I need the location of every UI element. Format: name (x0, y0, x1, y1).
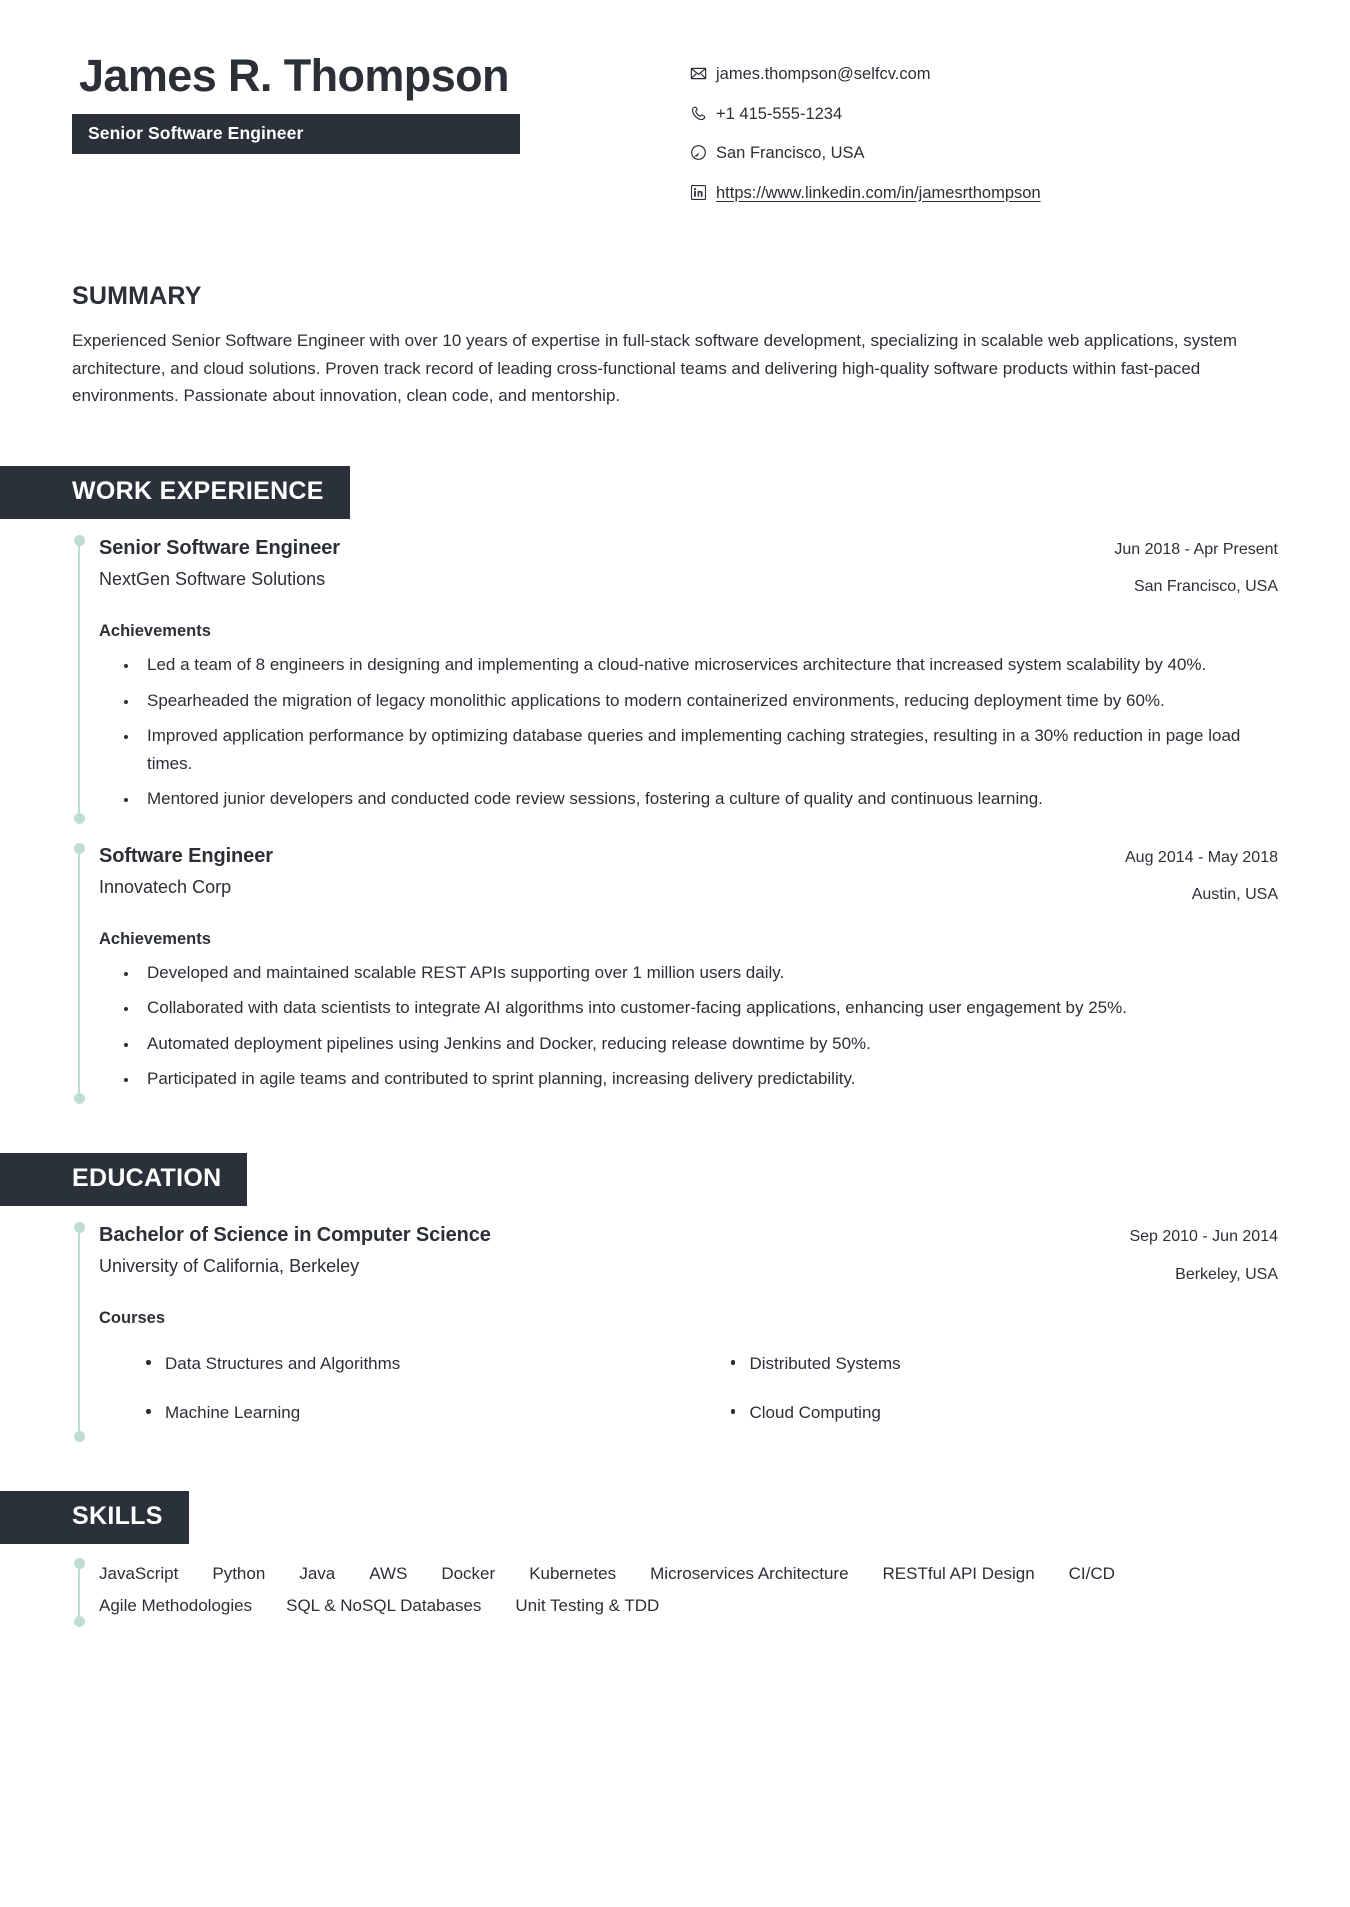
timeline-rail (78, 541, 80, 819)
list-item: Distributed Systems (724, 1340, 1279, 1389)
skill-item: Agile Methodologies (99, 1595, 253, 1615)
skills-entries (0, 1544, 1350, 1633)
skill-item: JavaScript (99, 1563, 179, 1583)
work-entry-date: Jun 2018 - Apr Present (1114, 540, 1278, 558)
list-item: • Developed and maintained scalable REST APIs supporting over 1 million users daily. (139, 959, 1259, 987)
work-entry-achievements-label: Achievements (99, 929, 211, 948)
list-item: • Automated deployment pipelines using Jenkins and Docker, reducing release downtime by 50%. (139, 1030, 1259, 1058)
education-entry-location: Berkeley, USA (1175, 1265, 1278, 1283)
education-entry (72, 1206, 1278, 1445)
linkedin-icon (690, 181, 716, 201)
summary-text: Experienced Senior Software Engineer with over 10 years of expertise in full-stack software development, specializing in scalable web applications, system architecture, and cloud solutions. Proven track record of leading cross-functional teams and delivering high-quality software products within fast-paced environments. Passionate about innovation, clean code, and mentorship. (72, 331, 1238, 406)
work-entry-meta (1125, 843, 1278, 908)
contact-list (632, 52, 1278, 220)
list-item: • Led a team of 8 engineers in designing and implementing a cloud-native microservices architecture that increased system scalability by 40%. (139, 651, 1259, 679)
work-entry-meta (1114, 535, 1278, 600)
timeline-dot-top (74, 1558, 85, 1569)
candidate-name: James R. Thompson (79, 50, 509, 101)
contact-item-location (690, 141, 1278, 167)
contact-item-phone (690, 102, 1278, 128)
timeline-rail (78, 1228, 80, 1437)
timeline-dot-bottom (74, 1093, 85, 1104)
work-entry-title: Software Engineer (99, 844, 273, 867)
timeline-dot-bottom (74, 1431, 85, 1442)
work-entry-identity (99, 535, 1114, 591)
work-entry (72, 519, 1278, 827)
candidate-job-title: Senior Software Engineer (72, 114, 520, 154)
contact-value-location: San Francisco, USA (716, 144, 865, 163)
education-entry-institution: University of California, Berkeley (99, 1256, 360, 1276)
education-courses (99, 1340, 1278, 1438)
work-entry-header (99, 843, 1278, 908)
skill-item: RESTful API Design (882, 1563, 1035, 1583)
education-courses-label: Courses (99, 1309, 166, 1328)
skill-item: CI/CD (1068, 1563, 1115, 1583)
education-entry-degree: Bachelor of Science in Computer Science (99, 1224, 491, 1246)
education-entries (0, 1206, 1350, 1445)
timeline-rail (78, 1564, 80, 1623)
work-experience-entries (0, 519, 1350, 1107)
skill-item: Python (212, 1563, 266, 1583)
envelope-icon (690, 62, 716, 82)
work-entry-achievements (99, 651, 1278, 813)
skill-item: AWS (369, 1563, 408, 1583)
work-entry-title: Senior Software Engineer (99, 536, 340, 559)
phone-icon (690, 102, 716, 122)
work-entry-location: San Francisco, USA (1133, 578, 1278, 596)
skill-item: Java (299, 1563, 336, 1583)
work-entry-identity (99, 843, 1125, 899)
summary-heading: SUMMARY (72, 282, 202, 311)
header-identity (72, 52, 632, 154)
resume-header (0, 0, 1350, 220)
list-item: Data Structures and Algorithms (139, 1340, 694, 1389)
list-item: • Mentored junior developers and conducted code review sessions, fostering a culture of quality and continuous learning. (139, 785, 1259, 813)
education-heading: EDUCATION (0, 1153, 247, 1206)
education-entry-meta (1129, 1222, 1278, 1287)
skills-section (0, 1491, 1350, 1544)
work-entry-achievements-label: Achievements (99, 622, 211, 641)
summary-section (0, 220, 1350, 410)
list-item: • Collaborated with data scientists to integrate AI algorithms into customer-facing applications, enhancing user engagement by 25%. (139, 994, 1259, 1022)
contact-value-phone[interactable]: +1 415-555-1234 (716, 104, 843, 123)
timeline-dot-top (74, 1222, 85, 1233)
work-experience-section (0, 466, 1350, 519)
timeline-dot-bottom (74, 1616, 85, 1627)
globe-icon (690, 141, 716, 161)
work-entry-location: Austin, USA (1191, 886, 1278, 904)
education-entry-identity (99, 1222, 1129, 1278)
timeline-dot-top (74, 843, 85, 854)
timeline-dot-top (74, 535, 85, 546)
skill-item: Docker (441, 1563, 496, 1583)
skill-item: Unit Testing & TDD (515, 1595, 660, 1615)
list-item: Cloud Computing (724, 1389, 1279, 1438)
work-experience-heading: WORK EXPERIENCE (0, 466, 350, 519)
list-item: Machine Learning (139, 1389, 694, 1438)
education-entry-date: Sep 2010 - Jun 2014 (1129, 1228, 1278, 1245)
skill-item: Kubernetes (529, 1563, 617, 1583)
work-entry-header (99, 535, 1278, 600)
skills-list (99, 1558, 1278, 1623)
skills-heading: SKILLS (0, 1491, 189, 1544)
contact-item-linkedin (690, 181, 1278, 207)
skill-item: Microservices Architecture (650, 1563, 849, 1583)
work-entry-date: Aug 2014 - May 2018 (1125, 848, 1278, 866)
work-entry (72, 827, 1278, 1107)
work-entry-organization: Innovatech Corp (99, 876, 232, 897)
contact-item-email (690, 62, 1278, 88)
skill-item: SQL & NoSQL Databases (286, 1595, 482, 1615)
list-item: • Spearheaded the migration of legacy monolithic applications to modern containerized environments, reducing deployment time by 60%. (139, 687, 1259, 715)
timeline-rail (78, 849, 80, 1099)
education-section (0, 1153, 1350, 1206)
list-item: • Improved application performance by optimizing database queries and implementing caching strategies, resulting in a 30% reduction in page load times. (139, 722, 1259, 777)
contact-value-email[interactable]: james.thompson@selfcv.com (716, 65, 931, 83)
contact-value-linkedin[interactable]: https://www.linkedin.com/in/jamesrthompson (716, 183, 1041, 202)
list-item: • Participated in agile teams and contributed to sprint planning, increasing delivery predictability. (139, 1065, 1259, 1093)
timeline-dot-bottom (74, 813, 85, 824)
work-entry-achievements (99, 959, 1278, 1093)
work-entry-organization: NextGen Software Solutions (99, 568, 326, 589)
education-entry-header (99, 1222, 1278, 1287)
skills-entry (72, 1544, 1278, 1633)
